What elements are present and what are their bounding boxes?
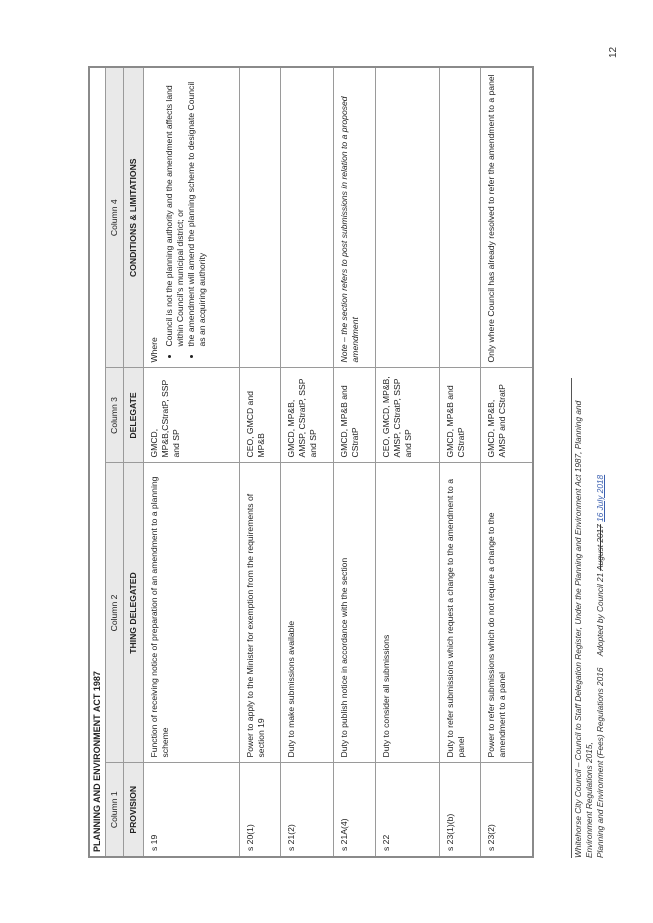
conditions-cell <box>440 67 481 368</box>
table-row <box>376 67 440 857</box>
conditions-intro: Where <box>149 337 159 363</box>
column-1-label: Column 1 <box>106 763 124 857</box>
delegate-cell: GMCD, MP&B and CStratP <box>334 368 376 463</box>
conditions-note: Note – the section refers to post submissions in relation to a proposed amendment <box>334 67 376 368</box>
thing-cell: Duty to publish notice in accordance with the section <box>334 463 376 763</box>
table-row <box>440 67 481 857</box>
delegate-cell: CEO, GMCD and MP&B <box>240 368 281 463</box>
provision-cell: s 22 <box>376 763 440 857</box>
conditions-list <box>164 73 208 363</box>
provision-cell: s 20(1) <box>240 763 281 857</box>
act-title: PLANNING AND ENVIRONMENT ACT 1987 <box>89 67 106 857</box>
conditions-cell <box>281 67 334 368</box>
footer-deleted-date: August 2017 <box>595 524 605 571</box>
provision-cell: s 19 <box>144 763 240 857</box>
delegate-cell: GMCD, MP&B, AMSP, CStratP, SSP and SP <box>281 368 334 463</box>
provision-cell: s 21A(4) <box>334 763 376 857</box>
conditions-cell <box>240 67 281 368</box>
delegate-cell: CEO, GMCD, MP&B, AMSP, CStratP, SSP and SP <box>376 368 440 463</box>
delegation-table <box>88 66 534 858</box>
page-number: 12 <box>608 46 619 58</box>
table-row <box>240 67 281 857</box>
table-row <box>334 67 376 857</box>
footer-line-2 <box>595 378 606 858</box>
thing-cell: Duty to consider all submissions <box>376 463 440 763</box>
rotated-page <box>88 46 619 858</box>
table-row <box>281 67 334 857</box>
footer-inserted-date: 16 July 2018 <box>595 474 605 522</box>
header-thing-delegated: THING DELEGATED <box>124 463 144 763</box>
thing-cell: Function of receiving notice of preparation of an amendment to a planning scheme <box>144 463 240 763</box>
conditions-cell: Only where Council has already resolved to refer the amendment to a panel <box>481 67 533 368</box>
column-3-label: Column 3 <box>106 368 124 463</box>
footer-divider <box>571 378 572 858</box>
thing-cell: Power to refer submissions which do not require a change to the amendment to a panel <box>481 463 533 763</box>
table-row <box>144 67 240 857</box>
page-footer <box>571 378 606 858</box>
header-conditions: CONDITIONS & LIMITATIONS <box>124 67 144 368</box>
provision-cell: s 23(2) <box>481 763 533 857</box>
conditions-cell <box>144 67 240 368</box>
provision-cell: s 21(2) <box>281 763 334 857</box>
footer-adopted: Adopted by Council 21 <box>595 572 605 657</box>
thing-cell: Duty to refer submissions which request a change to the amendment to a panel <box>440 463 481 763</box>
list-item: • Council is not the planning authority and the amendment affects land within Council's municipal district; or <box>164 73 186 347</box>
thing-cell: Duty to make submissions available <box>281 463 334 763</box>
provision-cell: s 23(1)(b) <box>440 763 481 857</box>
thing-cell: Power to apply to the Minister for exemption from the requirements of section 19 <box>240 463 281 763</box>
conditions-cell <box>376 67 440 368</box>
column-4-label: Column 4 <box>106 67 124 368</box>
delegate-cell: GMCD, MP&B and CStratP <box>440 368 481 463</box>
delegate-cell: GMCD, MP&B,CStratP, SSP and SP <box>144 368 240 463</box>
footer-line-1: Whitehorse City Council – Council to Staff Delegation Register, Under the Planning and Environment Act 1987, Planning and Environment Regulations 2015, <box>573 400 594 858</box>
header-provision: PROVISION <box>124 763 144 857</box>
table-row <box>481 67 533 857</box>
list-item: • the amendment will amend the planning scheme to designate Council as an acquiring authority <box>186 73 208 347</box>
header-delegate: DELEGATE <box>124 368 144 463</box>
column-2-label: Column 2 <box>106 463 124 763</box>
delegate-cell: GMCD, MP&B, AMSP and CStratP <box>481 368 533 463</box>
footer-regulations: Planning and Environment (Fees) Regulations 2016 <box>595 667 605 858</box>
